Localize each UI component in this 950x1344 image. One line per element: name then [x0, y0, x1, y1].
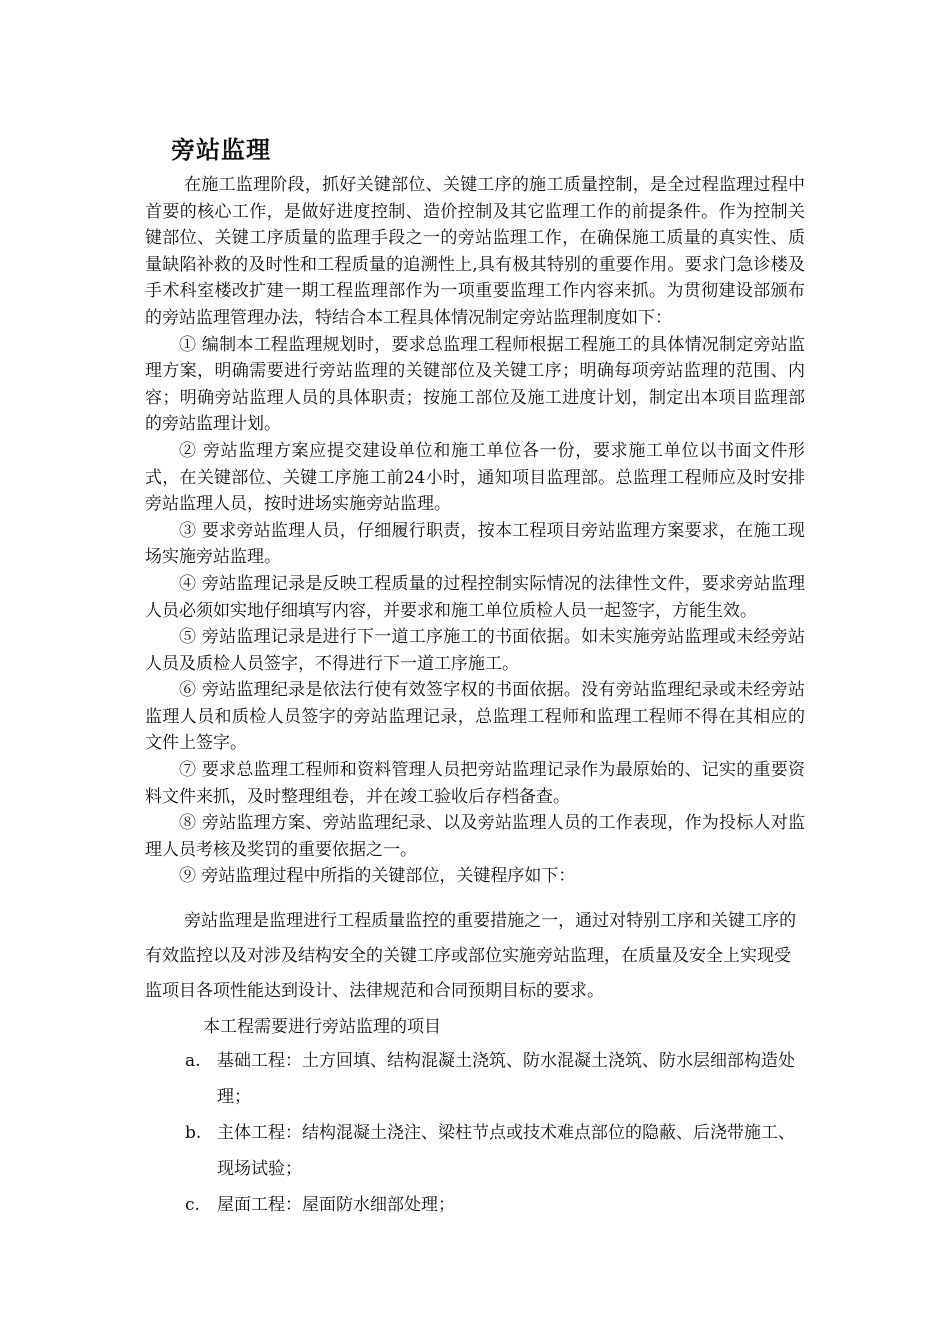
- project-item-c: [145, 1187, 805, 1223]
- list-marker: c.: [185, 1195, 200, 1215]
- projects-list: [145, 1043, 805, 1223]
- regulation-item-4: ④ 旁站监理记录是反映工程质量的过程控制实际情况的法律性文件，要求旁站监理人员必须如实地仔细填写内容，并要求和施工单位质检人员一起签字，方能生效。: [145, 573, 805, 621]
- list-marker: b.: [185, 1123, 202, 1143]
- project-text: 主体工程：结构混凝土浇注、梁柱节点或技术难点部位的隐蔽、后浇带施工、现场试验；: [217, 1123, 795, 1179]
- project-item-a: [145, 1043, 805, 1115]
- project-text: 屋面工程：屋面防水细部处理；: [217, 1195, 455, 1215]
- regulation-item-5: ⑤ 旁站监理记录是进行下一道工序施工的书面依据。如未实施旁站监理或未经旁站人员及质检人员签字，不得进行下一道工序施工。: [145, 627, 805, 674]
- project-item-b: [145, 1115, 805, 1187]
- regulation-item-7: ⑦ 要求总监理工程师和资料管理人员把旁站监理记录作为最原始的、记实的重要资料文件来抓，及时整理组卷，并在竣工验收后存档备查。: [145, 760, 805, 807]
- regulation-body: [145, 172, 805, 890]
- summary-block: [145, 904, 805, 1009]
- summary-paragraph: 旁站监理是监理进行工程质量监控的重要措施之一，通过对特别工序和关键工序的有效监控以及对涉及结构安全的关键工序或部位实施旁站监理，在质量及安全上实现受监项目各项性能达到设计、法律规范和合同预期目标的要求。: [145, 911, 797, 1001]
- list-marker: a.: [185, 1051, 201, 1071]
- regulation-item-9: ⑨ 旁站监理过程中所指的关键部位，关键程序如下：: [179, 866, 576, 887]
- page-title: 旁站监理: [171, 136, 271, 164]
- regulation-item-6: ⑥ 旁站监理纪录是依法行使有效签字权的书面依据。没有旁站监理纪录或未经旁站监理人员和质检人员签字的旁站监理记录，总监理工程师和监理工程师不得在其相应的文件上签字。: [145, 680, 805, 754]
- regulation-item-1: ① 编制本工程监理规划时，要求总监理工程师根据工程施工的具体情况制定旁站监理方案，明确需要进行旁站监理的关键部位及关键工序；明确每项旁站监理的范围、内容；明确旁站监理人员的具体职责；按施工部位及施工进度计划，制定出本项目监理部的旁站监理计划。: [145, 334, 805, 435]
- regulation-item-3: ③ 要求旁站监理人员，仔细履行职责，按本工程项目旁站监理方案要求，在施工现场实施旁站监理。: [145, 520, 805, 568]
- regulation-item-2: ② 旁站监理方案应提交建设单位和施工单位各一份，要求施工单位以书面文件形式，在关键部位、关键工序施工前24小时，通知项目监理部。总监理工程师应及时安排旁站监理人员，按时进场实施旁站监理。: [145, 440, 805, 515]
- intro-paragraph: 在施工监理阶段，抓好关键部位、关键工序的施工质量控制，是全过程监理过程中首要的核心工作，是做好进度控制、造价控制及其它监理工作的前提条件。作为控制关键部位、关键工序质量的监理手段之一的旁站监理工作，在确保施工质量的真实性、质量缺陷补救的及时性和工程质量的追溯性上,具有极其特别的重要作用。要求门急诊楼及手术科室楼改扩建一期工程监理部作为一项重要监理工作内容来抓。为贯彻建设部颁布的旁站监理管理办法，特结合本工程具体情况制定旁站监理制度如下：: [145, 175, 805, 328]
- project-text: 基础工程：土方回填、结构混凝土浇筑、防水混凝土浇筑、防水层细部构造处理；: [217, 1051, 795, 1107]
- regulation-item-8: ⑧ 旁站监理方案、旁站监理纪录、以及旁站监理人员的工作表现，作为投标人对监理人员考核及奖罚的重要依据之一。: [145, 813, 805, 860]
- projects-heading: 本工程需要进行旁站监理的项目: [203, 1017, 441, 1037]
